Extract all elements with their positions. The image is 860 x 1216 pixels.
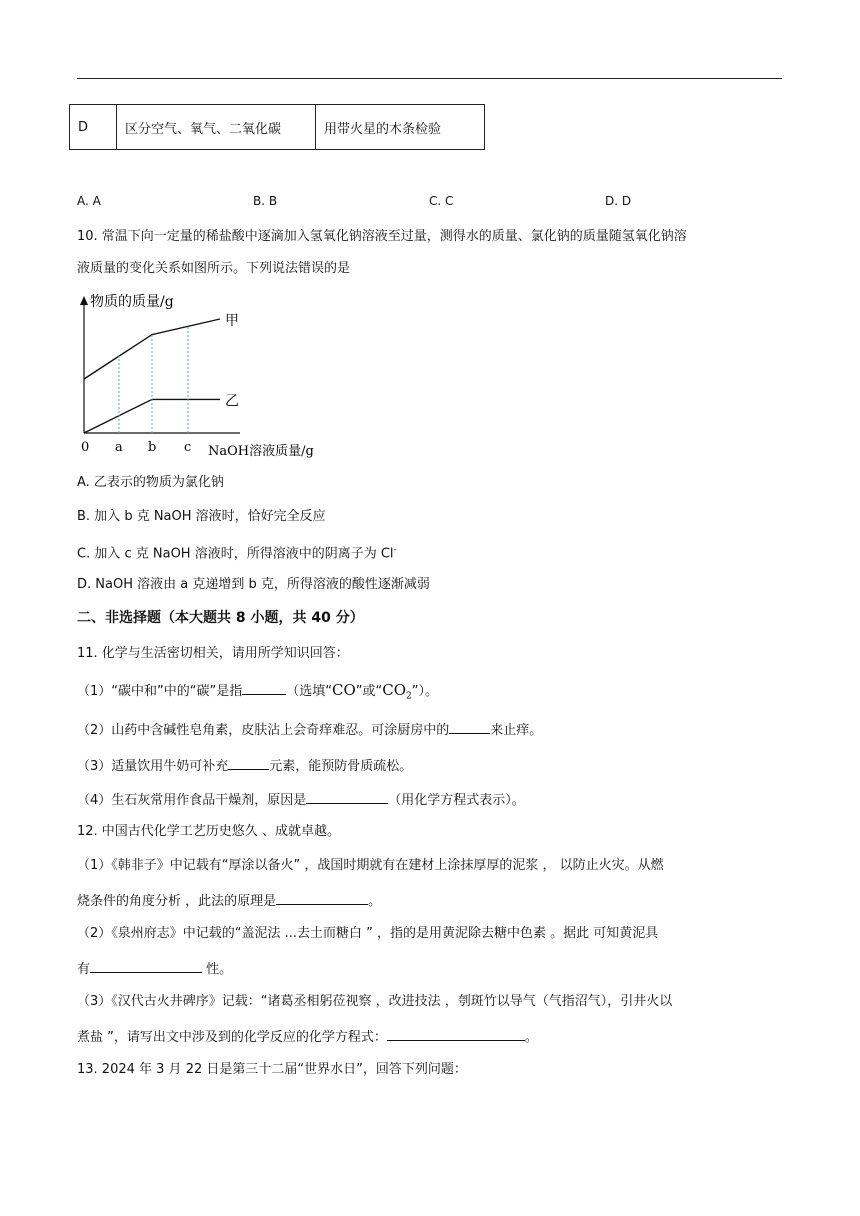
q11-part2-text-b: 来止痒。 [490,723,543,738]
q12-part3-text-a: 煮盐 ”，请写出文中涉及到的化学反应的化学方程式： [77,1030,387,1045]
q11-part1-text-c: ”或“ [355,684,383,699]
q12-part1-line2 [77,891,381,911]
chloride-charge: - [393,545,397,555]
table-row [70,105,485,150]
series-label-2: 乙 [225,393,239,410]
section-heading: 二、非选择题（本大题共 8 小题，共 40 分） [77,610,364,626]
q12-part3-text-b: 。 [524,1030,538,1045]
choice-b: B. B [253,194,278,208]
q12-part2-text-a: 有 [77,962,91,977]
q10-option-c-text: C. 加入 c 克 NaOH 溶液时，所得溶液中的阴离子为 Cl [77,546,394,562]
options-table [69,104,485,150]
q12-stem: 12. 中国古代化学工艺历史悠久 、成就卓越。 [77,824,340,839]
q12-part1-line1: （1）《韩非子》中记载有“厚涂以备火” ，战国时期就有在建材上涂抹厚厚的泥浆 ， 以防止火灾。从燃 [77,858,664,873]
q12-part3-line1: （3）《汉代古火井碑序》记载：“诸葛丞相躬莅视察 ，改进技法 ，刳斑竹以导气（气指沼气），引井火以 [77,994,673,1009]
q11-part3 [77,756,412,776]
q10-option-c [77,541,397,563]
q11-stem: 11. 化学与生活密切相关，请用所学知识回答： [77,646,349,661]
answer-blank[interactable] [276,891,368,905]
q11-part2 [77,720,542,740]
q12-part1-text-a: 烧条件的角度分析 ，此法的原理是 [77,894,277,909]
q12-part2-text-b: 性。 [202,962,233,977]
q11-part1-text-b: （选填“ [286,684,332,699]
q11-part2-text-a: （2）山药中含碱性皂角素，皮肤沾上会奇痒难忍。可涂厨房中的 [77,723,450,738]
q11-part4-text-b: （用化学方程式表示）。 [388,793,525,808]
q10-stem-line1: 10. 常温下向一定量的稀盐酸中逐滴加入氢氧化钠溶液至过量，测得水的质量、氯化钠的质量随氢氧化钠溶 [77,229,687,244]
table-cell-purpose: 区分空气、氧气、二氧化碳 [117,105,316,150]
q12-part3-line2 [77,1027,538,1047]
answer-blank[interactable] [306,790,388,804]
answer-blank[interactable] [387,1027,525,1041]
q11-part4 [77,790,525,810]
series-label-1: 甲 [225,313,239,329]
q10-option-a: A. 乙表示的物质为氯化钠 [77,475,224,490]
answer-blank[interactable] [90,959,202,973]
q13-stem: 13. 2024 年 3 月 22 日是第三十二届“世界水日”，回答下列问题： [77,1062,467,1077]
q11-part1-text-d: ”）。 [411,684,438,699]
x-tick-label-0: 0 [81,440,90,455]
answer-blank[interactable] [449,720,490,734]
x-axis-label: NaOH溶液质量/g [208,444,314,459]
y-axis-arrow [80,296,88,305]
header-rule [77,78,782,79]
co2-subscript: 2 [406,691,412,702]
q10-stem-line2: 液质量的变化关系如图所示。下列说法错误的是 [77,261,351,276]
co2-formula: CO [382,681,407,699]
q11-part1-text-a: （1）“碳中和”中的“碳”是指 [77,684,243,699]
q12-part2-line2 [77,959,232,979]
x-tick-label-b: b [148,440,157,455]
co-formula: CO [331,681,356,699]
q11-part3-text-a: （3）适量饮用牛奶可补充 [77,759,229,774]
q12-part2-line1: （2）《泉州府志》中记载的“盖泥法 ...去土而糖白 ” ，指的是用黄泥除去糖中色素 。据此 可知黄泥具 [77,926,659,941]
q12-part1-text-b: 。 [368,894,382,909]
q11-part4-text-a: （4）生石灰常用作食品干燥剂，原因是 [77,793,307,808]
q10-option-d: D. NaOH 溶液由 a 克递增到 b 克，所得溶液的酸性逐渐减弱 [77,577,430,592]
answer-blank[interactable] [228,756,269,770]
q10-option-b: B. 加入 b 克 NaOH 溶液时，恰好完全反应 [77,509,326,524]
table-cell-option: D [70,105,117,150]
choice-a: A. A [77,194,101,208]
x-tick-label-c: c [184,440,192,455]
table-cell-method: 用带火星的木条检验 [316,105,485,150]
x-tick-label-a: a [115,440,123,455]
choice-d: D. D [605,194,632,208]
q11-part1 [77,681,438,706]
q11-part3-text-b: 元素，能预防骨质疏松。 [269,759,413,774]
y-axis-label: 物质的质量/g [90,294,174,310]
choice-c: C. C [429,194,454,208]
answer-blank[interactable] [242,681,286,695]
mass-vs-naoh-chart [70,288,340,463]
